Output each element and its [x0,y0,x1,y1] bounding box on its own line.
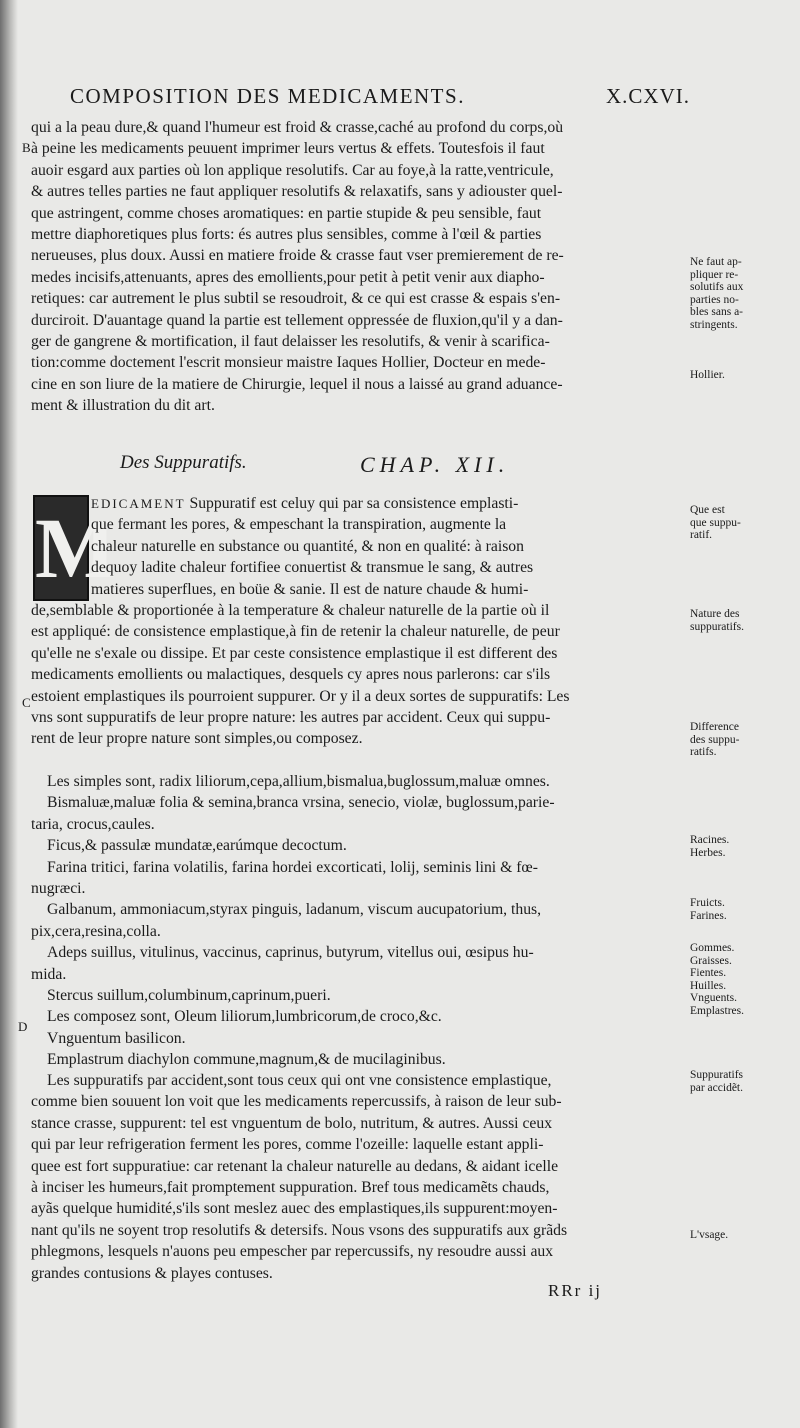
margin-note-gommes [690,942,795,1017]
chapter-number: CHAP. XII. [360,452,510,477]
margin-line: bles sans a- [690,306,744,318]
text-line: qu'elle ne s'exale ou dissipe. Et par ceste consistence emplastique il est different des [31,644,558,662]
initial-letter: M [35,500,117,596]
signature-mark: RRr ij [548,1281,603,1300]
text-line: mettre diaphoretiques plus forts: és autres plus sensibles, comme à l'œil & parties [31,226,542,244]
margin-line: Hollier. [690,369,725,381]
list-item: Ficus,& passulæ mundatæ,earúmque decoctum. [47,837,347,855]
margin-line: Fruicts. [690,897,725,909]
margin-line: Suppuratifs [690,1069,744,1081]
list-item-continuation: mida. [31,965,67,983]
margin-line: Fientes. [690,967,727,979]
list-item-continuation: nugræci. [31,880,86,898]
margin-line: stringents. [690,318,738,331]
paragraph-accident [31,1070,688,1284]
page-header [70,84,690,114]
margin-line: Herbes. [690,846,726,859]
paragraph-resolutifs [31,117,688,417]
text-line: medes incisifs,attenuants, apres des emollients,pour petit à petit venir aux diapho- [31,268,545,286]
margin-line: Gommes. [690,942,735,954]
text-line: qui par leur refrigeration ferment les pores, comme l'ozeille: laquelle estant appli- [31,1136,544,1154]
margin-note-accident [690,1069,795,1094]
text-line [31,493,688,514]
text-line: grandes contusions & playes contuses. [31,1264,273,1282]
text-line: à peine les medicaments peuuent imprimer leurs vertus & effets. Toutesfois il faut [31,140,545,158]
margin-line: Nature des [690,608,740,620]
text-line: ger de gangrene & mortification, il faut delaisser les resolutifs, & venir à scarifica- [31,333,550,351]
list-item: Les composez sont, Oleum liliorum,lumbricorum,de croco,&c. [47,1008,442,1026]
list-item: Galbanum, ammoniacum,styrax pinguis, ladanum, viscum aucupatorium, thus, [47,901,542,919]
paragraph-suppuratifs [31,493,688,750]
margin-line: Que est [690,504,725,516]
text-line: ment & illustration du dit art. [31,397,215,415]
text-line: rent de leur propre nature sont simples,ou composez. [31,730,363,748]
list-item-continuation: pix,cera,resina,colla. [31,922,161,940]
ingredient-lists [31,771,688,1071]
text-line: que fermant les pores, & empeschant la transpiration, augmente la [91,516,507,534]
running-title: COMPOSITION DES MEDICAMENTS. [70,84,465,108]
text-line: phlegmons, lesquels n'auons peu empescher par repercussifs, ny resoudre aussi aux [31,1243,554,1261]
margin-line: pliquer re- [690,268,739,281]
text-line: medicaments emollients ou malactiques, desquels cy apres nous parlerons: car s'ils [31,666,551,684]
chapter-title: Des Suppuratifs. [120,452,247,473]
margin-line: L'vsage. [690,1229,729,1241]
section-marker-c: C [22,695,31,710]
text-line: retiques: car autrement le plus subtil se resoudroit, & ce qui est crasse & espais s'en- [31,290,561,308]
text-line: matieres superflues, en boüe & sanie. Il est de nature chaude & humi- [91,580,529,598]
text-line: & autres telles parties ne faut appliquer resolutifs & relaxatifs, sans y adiouster quel- [31,183,563,201]
list-item: Adeps suillus, vitulinus, vaccinus, caprinus, butyrum, vitellus oui, œsipus hu- [47,944,534,962]
margin-line: Racines. [690,834,730,846]
margin-note-fruits [690,897,795,922]
first-word-smallcaps: EDICAMENT [91,496,186,511]
text-line: estoient emplastiques ils pourroient suppurer. Or y il a deux sortes de suppuratifs: Les [31,687,570,705]
text-line: vns sont suppuratifs de leur propre nature: les autres par accident. Ceux qui suppu- [31,709,551,727]
text-line: que astringent, comme choses aromatiques: en partie stupide & peu sensible, faut [31,204,542,222]
text-line: chaleur naturelle en substance ou quantité, & non en qualité: à raison [91,537,524,555]
margin-line: solutifs aux [690,281,744,293]
margin-line: que suppu- [690,516,741,529]
margin-line: Ne faut ap- [690,256,742,268]
list-item: Stercus suillum,columbinum,caprinum,pueri. [47,987,331,1005]
margin-line: Graisses. [690,954,732,967]
text-line: nant qu'ils ne soyent trop resolutifs & detersifs. Nous vsons des suppuratifs aux grãds [31,1221,568,1239]
section-marker-b: B [22,140,31,155]
list-item: Vnguentum basilicon. [47,1029,186,1047]
text-line: ayãs quelque humidité,s'ils sont meslez auec des emplastiques,ils suppurent:moyen- [31,1200,558,1218]
margin-line: des suppu- [690,733,740,746]
margin-line: Difference [690,721,739,733]
text-line: nerueuses, plus doux. Aussi en matiere froide & crasse faut vser premierement de re- [31,247,564,265]
text-line: qui a la peau dure,& quand l'humeur est froid & crasse,caché au profond du corps,où [31,119,564,136]
margin-line: suppuratifs. [690,620,744,633]
margin-line: par accidẽt. [690,1081,743,1094]
list-item: Farina tritici, farina volatilis, farina hordei excorticati, lolij, seminis lini & fœ- [47,858,538,876]
first-line-rest: Suppuratif est celuy qui par sa consistence emplasti- [185,495,519,512]
margin-note-difference [690,721,795,759]
text-line: durciroit. D'auantage quand la partie est tellement oppressée de fluxion,qu'il y a dan- [31,311,563,329]
list-item: Les simples sont, radix liliorum,cepa,allium,bismalua,buglossum,maluæ omnes. [47,773,550,790]
text-line: tion:comme doctement l'escrit monsieur maistre Iaques Hollier, Docteur en mede- [31,354,546,372]
text-line: est appliqué: de consistence emplastique,à fin de retenir la chaleur naturelle, de peur [31,623,560,641]
section-marker-d: D [18,1019,28,1034]
margin-note-categories [690,834,795,859]
text-line: cine en son liure de la matiere de Chirurgie, lequel il nous a laissé au grand aduance- [31,375,563,393]
list-item-continuation: taria, crocus,caules. [31,815,155,833]
text-line: stance crasse, suppurent: tel est vnguentum de bolo, nutritum, & autres. Aussi ceux [31,1114,553,1132]
text-line: Les suppuratifs par accident,sont tous ceux qui ont vne consistence emplastique, [47,1072,552,1089]
margin-note-resolutifs [690,256,795,331]
margin-note-hollier [690,369,795,382]
text-line: auoir esgard aux parties où lon applique resolutifs. Car au foye,à la ratte,ventricule, [31,161,554,179]
chapter-heading [120,452,680,486]
list-item: Bismaluæ,maluæ folia & semina,branca vrsina, senecio, violæ, buglossum,parie- [47,794,555,812]
text-line: de,semblable & proportionée à la temperature & chaleur naturelle de la partie où il [31,602,550,620]
margin-note-nature [690,608,795,633]
margin-line: ratif. [690,529,713,541]
margin-note-que-est [690,504,795,542]
list-item: Emplastrum diachylon commune,magnum,& de mucilaginibus. [47,1051,446,1069]
text-line: à inciser les humeurs,fait promptement suppuration. Bref tous medicamẽts chauds, [31,1179,550,1197]
margin-line: parties no- [690,293,739,306]
margin-note-usage [690,1229,795,1242]
text-line: dequoy ladite chaleur fortifiee conuertist & transmue le sang, & autres [91,559,534,577]
margin-line: Emplastres. [690,1004,744,1017]
margin-line: Farines. [690,909,727,922]
text-line: comme bien souuent lon voit que les medicaments repercussifs, à raison de leur sub- [31,1093,562,1111]
text-line: quee est fort suppuratiue: car retenant la chaleur naturelle au dedans, & aidant icelle [31,1157,559,1175]
margin-line: Vnguents. [690,992,737,1004]
margin-line: Huilles. [690,979,727,992]
margin-line: ratifs. [690,746,717,758]
folio-number: X.CXVI. [606,84,690,108]
